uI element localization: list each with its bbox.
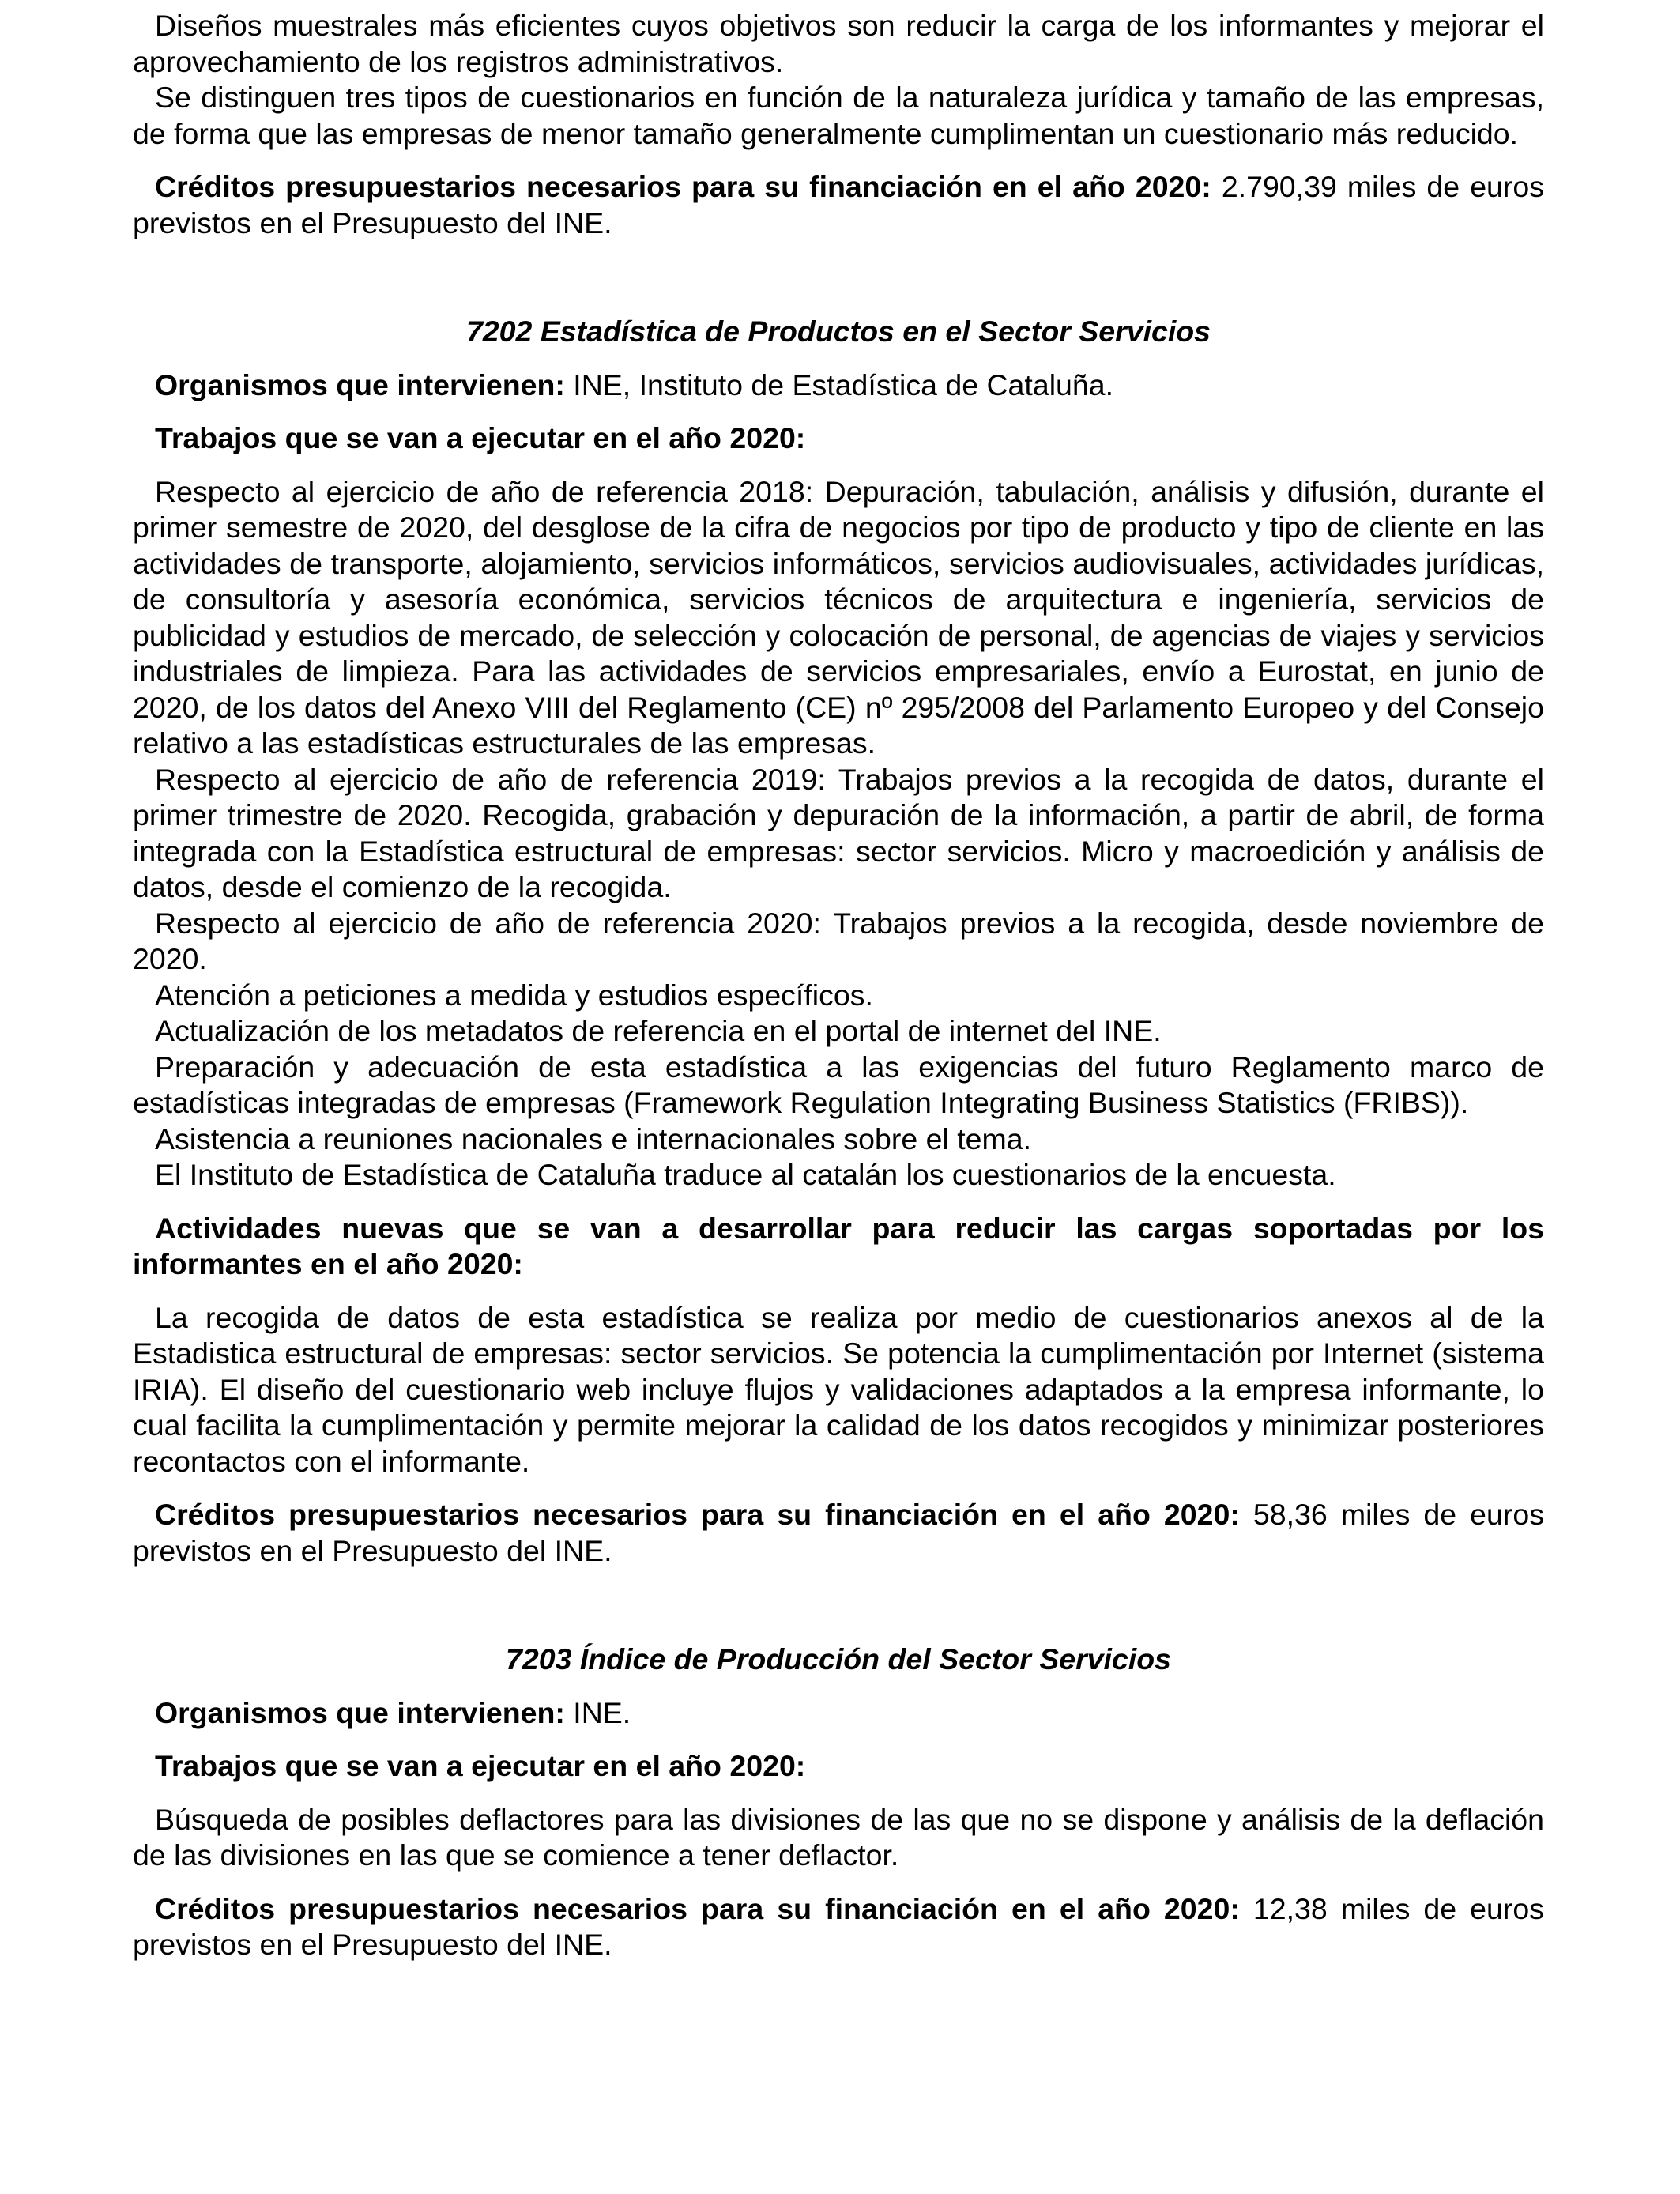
trabajos-label: Trabajos que se van a ejecutar en el año 2020: (155, 421, 806, 454)
actividades-paragraph: La recogida de datos de esta estadística se realiza por medio de cuestionarios anexos al de la Estadistica estructural de empresas: sector servicios. Se potencia la cumplimentación por Internet (sistema IRIA). El diseño del cuestionario web incluye flujos y validaciones adaptados a la empresa informante, lo cual facilita la cumplimentación y permite mejorar la calidad de los datos recogidos y minimizar posteriores recontactos con el informante. (133, 1300, 1544, 1478)
creditos-label: Créditos presupuestarios necesarios para su financiación en el año 2020: (155, 1891, 1240, 1925)
trabajos-paragraph: Atención a peticiones a medida y estudios específicos. (155, 978, 873, 1012)
section-title-7203: 7203 Índice de Producción del Sector Servicios (506, 1642, 1171, 1676)
trabajos-paragraph: Actualización de los metadatos de referencia en el portal de internet del INE. (155, 1014, 1162, 1047)
creditos-value: 58,36 miles de euros previstos en el Presupuesto del INE. (133, 1498, 1544, 1567)
creditos-value: 2.790,39 miles de euros previstos en el Presupuesto del INE. (133, 170, 1545, 239)
organismos-paragraph (133, 368, 1544, 404)
paragraph: Se distinguen tres tipos de cuestionarios en función de la naturaleza jurídica y tamaño de las empresas, de forma que las empresas de menor tamaño generalmente cumplimentan un cuestionario más reducido. (133, 81, 1544, 150)
organismos-label: Organismos que intervienen: (155, 368, 565, 401)
trabajos-label: Trabajos que se van a ejecutar en el año 2020: (155, 1749, 806, 1782)
organismos-value: INE. (564, 1695, 631, 1729)
trabajos-paragraph: Respecto al ejercicio de año de referencia 2020: Trabajos previos a la recogida, desde noviembre de 2020. (133, 906, 1544, 975)
organismos-value: INE, Instituto de Estadística de Cataluña. (564, 368, 1114, 401)
section-title-7202: 7202 Estadística de Productos en el Sector Servicios (465, 315, 1211, 348)
organismos-paragraph (133, 1695, 1544, 1732)
trabajos-paragraph: Respecto al ejercicio de año de referencia 2018: Depuración, tabulación, análisis y difusión, durante el primer semestre de 2020, del desglose de la cifra de negocios por tipo de producto y tipo de cliente en las actividades de transporte, alojamiento, servicios informáticos, servicios audiovisuales, actividades jurídicas, de consultoría y asesoría económica, servicios técnicos de arquitectura e ingeniería, servicios de publicidad y estudios de mercado, de selección y colocación de personal, de agencias de viajes y servicios industriales de limpieza. Para las actividades de servicios empresariales, envío a Eurostat, en junio de 2020, de los datos del Anexo VIII del Reglamento (CE) nº 295/2008 del Parlamento Europeo y del Consejo relativo a las estadísticas estructurales de las empresas. (133, 474, 1544, 760)
creditos-label: Créditos presupuestarios necesarios para su financiación en el año 2020: (155, 1498, 1240, 1531)
trabajos-paragraph: Búsqueda de posibles deflactores para las divisiones de las que no se dispone y análisis de la deflación de las divisiones en las que se comience a tener deflactor. (133, 1802, 1544, 1872)
creditos-paragraph (133, 1891, 1544, 1963)
creditos-label: Créditos presupuestarios necesarios para su financiación en el año 2020: (155, 170, 1211, 203)
trabajos-paragraph: Asistencia a reuniones nacionales e internacionales sobre el tema. (155, 1122, 1031, 1155)
trabajos-paragraph: El Instituto de Estadística de Cataluña traduce al catalán los cuestionarios de la encuesta. (155, 1158, 1336, 1191)
document-page (133, 8, 1544, 1963)
trabajos-paragraph: Respecto al ejercicio de año de referencia 2019: Trabajos previos a la recogida de datos, durante el primer trimestre de 2020. Recogida, grabación y depuración de la información, a partir de abril, de forma integrada con la Estadística estructural de empresas: sector servicios. Micro y macroedición y análisis de datos, desde el comienzo de la recogida. (133, 762, 1544, 903)
creditos-value: 12,38 miles de euros previstos en el Presupuesto del INE. (133, 1891, 1544, 1961)
organismos-label: Organismos que intervienen: (155, 1695, 565, 1729)
actividades-label: Actividades nuevas que se van a desarrollar para reducir las cargas soportadas por los informantes en el año 2020: (133, 1211, 1544, 1280)
trabajos-paragraph: Preparación y adecuación de esta estadística a las exigencias del futuro Reglamento marco de estadísticas integradas de empresas (Framework Regulation Integrating Business Statistics (FRIBS)). (133, 1050, 1544, 1119)
paragraph: Diseños muestrales más eficientes cuyos objetivos son reducir la carga de los informantes y mejorar el aprovechamiento de los registros administrativos. (133, 9, 1544, 78)
creditos-paragraph (133, 1497, 1544, 1569)
creditos-paragraph (133, 169, 1544, 241)
